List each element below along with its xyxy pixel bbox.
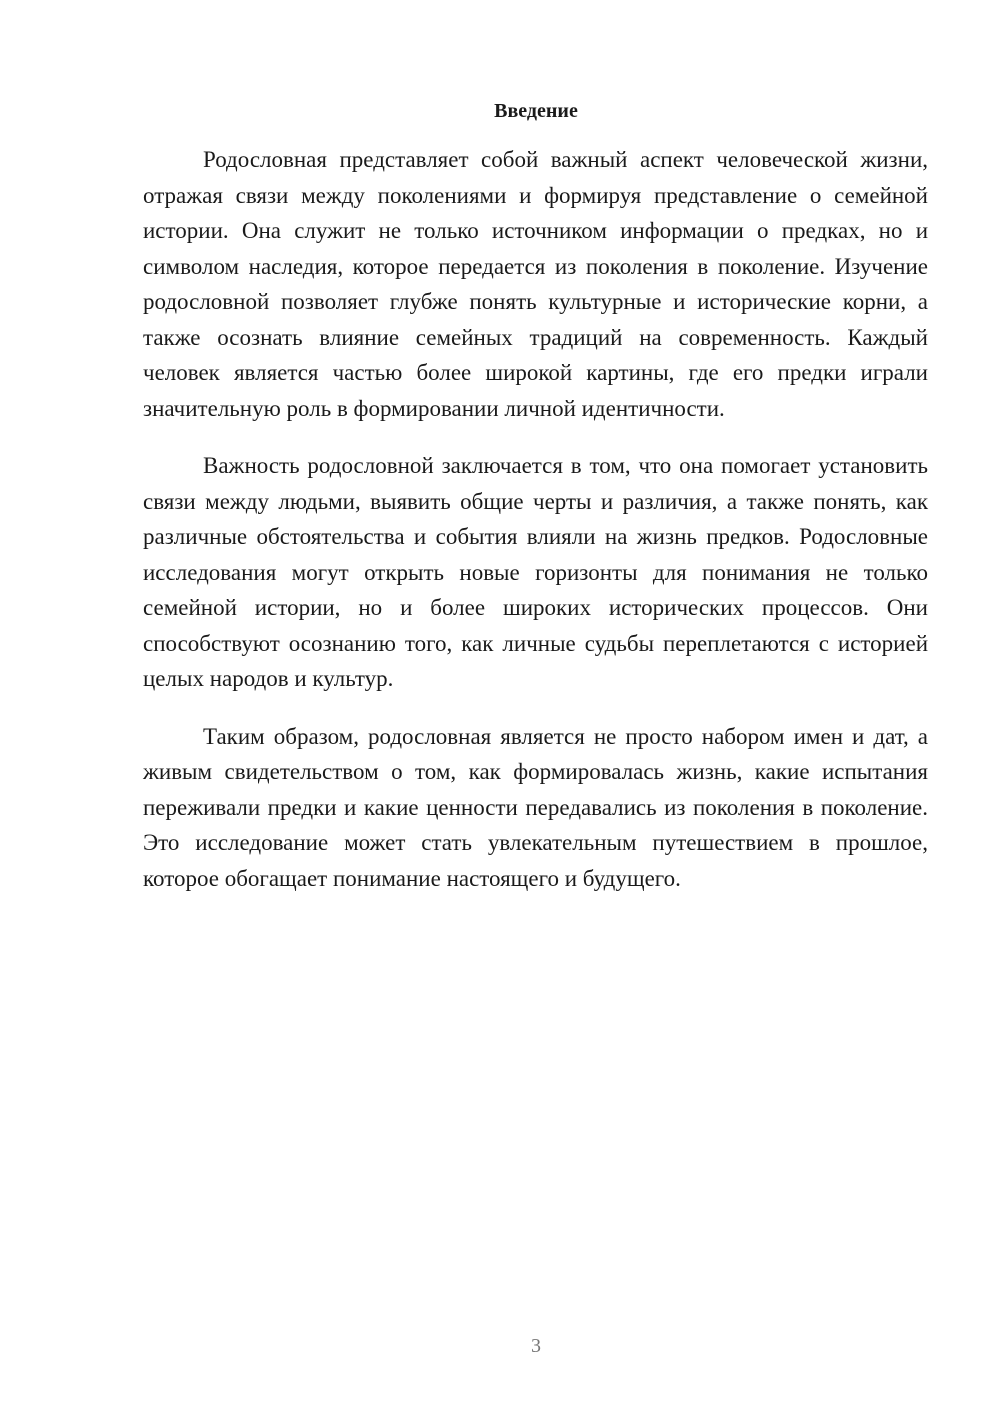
page-title: Введение (494, 100, 578, 122)
body-text (143, 142, 928, 918)
paragraph-1: Родословная представляет собой важный аспект человеческой жизни, отражая связи между поколениями и формируя представление о семейной истории. Она служит не только источником информации о предках, но и символом наследия, которое передается из поколения в поколение. Изучение родословной позволяет глубже понять культурные и исторические корни, а также осознать влияние семейных традиций на современность. Каждый человек является частью более широкой картины, где его предки играли значительную роль в формировании личной идентичности. (143, 147, 928, 421)
paragraph-2: Важность родословной заключается в том, что она помогает установить связи между людьми, выявить общие черты и различия, а также понять, как различные обстоятельства и события влияли на жизнь предков. Родословные исследования могут открыть новые горизонты для понимания не только семейной истории, но и более широких исторических процессов. Они способствуют осознанию того, как личные судьбы переплетаются с историей целых народов и культур. (143, 453, 928, 691)
paragraph-3: Таким образом, родословная является не просто набором имен и дат, а живым свидетельством о том, как формировалась жизнь, какие испытания переживали предки и какие ценности передавались из поколения в поколение. Это исследование может стать увлекательным путешествием в прошлое, которое обогащает понимание настоящего и будущего. (143, 723, 928, 891)
page-number: 3 (531, 1335, 541, 1357)
